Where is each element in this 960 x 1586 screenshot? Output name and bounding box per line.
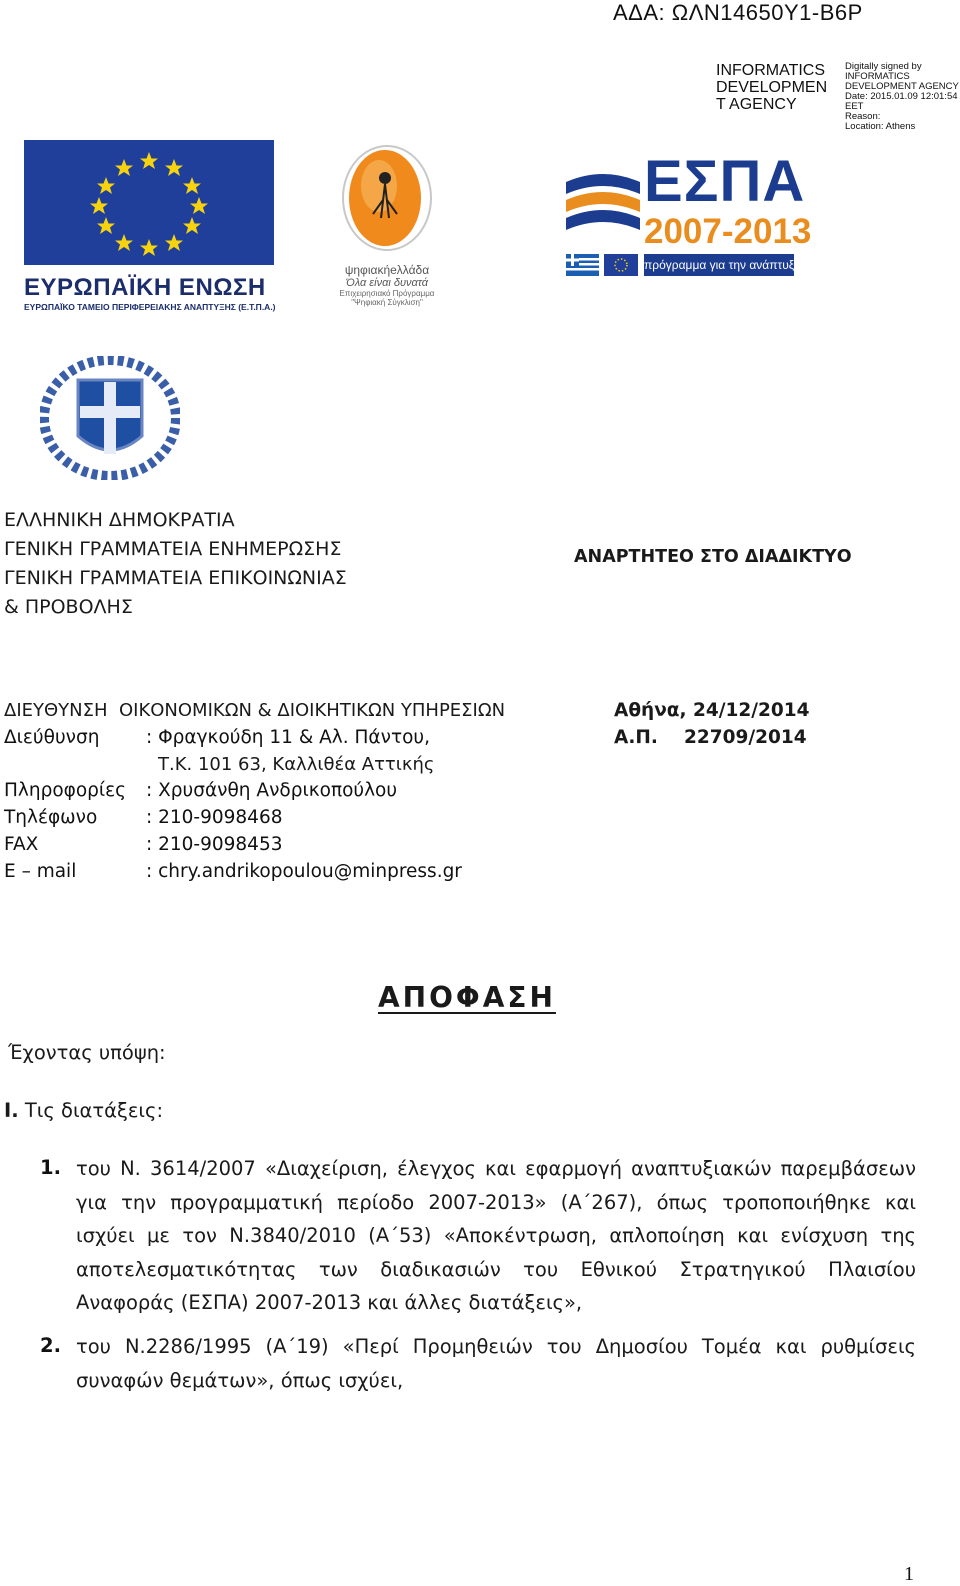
directorate-name: ΔΙΕΥΘΥΝΣΗ ΟΙΚΟΝΟΜΙΚΩΝ & ΔΙΟΙΚΗΤΙΚΩΝ ΥΠΗΡΕΣΙΩΝ	[4, 700, 506, 721]
date-line: Αθήνα, 24/12/2014	[614, 700, 810, 721]
email-label: E – mail	[4, 861, 77, 882]
espa-waves-icon	[566, 170, 640, 240]
email-value: : chry.andrikopoulou@minpress.gr	[146, 861, 462, 882]
fax-label: FAX	[4, 834, 39, 855]
page-number: 1	[904, 1563, 914, 1585]
espa-years: 2007-2013	[644, 212, 812, 251]
eu-logo-subtitle: ΕΥΡΩΠΑΪΚΟ ΤΑΜΕΙΟ ΠΕΡΙΦΕΡΕΙΑΚΗΣ ΑΝΑΠΤΥΞΗΣ (Ε.Τ.Π.Α.)	[24, 302, 276, 312]
signature-detail-line: DEVELOPMENT AGENCY	[845, 81, 959, 92]
authority-line: ΓΕΝΙΚΗ ΓΡΑΜΜΑΤΕΙΑ ΕΝΗΜΕΡΩΣΗΣ	[4, 538, 342, 560]
fax-value: : 210-9098453	[146, 834, 283, 855]
decision-title: ΑΠΟΦΑΣΗ	[378, 981, 556, 1014]
eu-logo	[24, 140, 276, 312]
signature-detail-line: Location: Athens	[845, 121, 916, 132]
espa-title: ΕΣΠΑ	[644, 149, 806, 214]
eu-flag-icon	[24, 140, 274, 265]
address-value: : Φραγκούδη 11 & Αλ. Πάντου,	[146, 727, 430, 748]
item-number: 2.	[40, 1334, 61, 1357]
authority-block	[4, 506, 347, 622]
item-number: 1.	[40, 1156, 61, 1179]
signature-detail-line: INFORMATICS	[845, 71, 910, 82]
item-text: του Ν. 3614/2007 «Διαχείριση, έλεγχος και εφαρμογή αναπτυξιακών παρεμβάσεων για την προγραμματική περίοδο 2007-2013» (Α΄267), όπως τροποποιήθηκε και ισχύει με τον Ν.3840/2010 (Α΄53) «Αποκέντρωση, απλοποίηση και ενίσχυση της αποτελεσματικότητας των διαδικασιών του Εθνικού Στρατηγικού Πλαισίου Αναφοράς (ΕΣΠΑ) 2007-2013 και άλλες διατάξεις»,	[76, 1157, 916, 1314]
ada-code: ΑΔΑ: ΩΛΝ14650Υ1-Β6Ρ	[613, 0, 863, 25]
signature-details	[845, 62, 959, 132]
signature-name-line: DEVELOPMEN	[716, 79, 828, 96]
section-title: Τις διατάξεις:	[18, 1099, 164, 1122]
digital-greece-emblem-icon	[327, 140, 447, 258]
phone-value: : 210-9098468	[146, 807, 283, 828]
authority-line: ΕΛΛΗΝΙΚΗ ΔΗΜΟΚΡΑΤΙΑ	[4, 509, 235, 531]
info-value: : Χρυσάνθη Ανδρικοπούλου	[146, 780, 398, 801]
espa-tagline: πρόγραμμα για την ανάπτυξη	[644, 254, 794, 276]
posting-note: ΑΝΑΡΤΗΤΕΟ ΣΤΟ ΔΙΑΔΙΚΤΥΟ	[574, 547, 852, 567]
authority-line: & ΠΡΟΒΟΛΗΣ	[4, 596, 133, 618]
address-value-2: Τ.Κ. 101 63, Καλλιθέα Αττικής	[158, 754, 435, 775]
signature-detail-line: Digitally signed by	[845, 61, 922, 72]
signature-detail-line: EET	[845, 101, 864, 112]
info-label: Πληροφορίες	[4, 780, 127, 801]
protocol-number: 22709/2014	[684, 727, 807, 748]
eu-logo-title: ΕΥΡΩΠΑΪΚΗ ΕΝΩΣΗ	[24, 274, 266, 301]
signature-name-line: INFORMATICS	[716, 62, 826, 79]
signature-name-line: T AGENCY	[716, 96, 797, 113]
section-heading	[4, 1099, 163, 1122]
digital-greece-logo	[327, 140, 447, 307]
phone-label: Τηλέφωνο	[4, 807, 98, 828]
digital-greece-program: Επιχειρησιακό Πρόγραμμα	[339, 289, 435, 298]
greek-coat-of-arms-icon	[40, 356, 180, 480]
signature-name	[716, 62, 827, 113]
signature-detail-line: Reason:	[845, 111, 881, 122]
digital-greece-program-name: "Ψηφιακή Σύγκλιση"	[351, 298, 423, 307]
protocol-label: Α.Π.	[614, 727, 658, 748]
flags-icon	[566, 254, 638, 276]
espa-logo	[566, 149, 812, 280]
address-label: Διεύθυνση	[4, 727, 100, 748]
section-roman: Ι.	[4, 1099, 19, 1122]
item-text: του Ν.2286/1995 (Α΄19) «Περί Προμηθειών του Δημοσίου Τομέα και ρυθμίσεις συναφών θεμάτων», όπως ισχύει,	[76, 1335, 916, 1392]
authority-line: ΓΕΝΙΚΗ ΓΡΑΜΜΑΤΕΙΑ ΕΠΙΚΟΙΝΩΝΙΑΣ	[4, 567, 347, 589]
signature-detail-line: Date: 2015.01.09 12:01:54	[845, 91, 958, 102]
digital-greece-slogan: Όλα είναι δυνατά	[345, 277, 429, 289]
considering-label: Έχοντας υπόψη:	[8, 1041, 166, 1064]
digital-greece-title: ψηφιακήeλλάδα	[344, 263, 430, 277]
